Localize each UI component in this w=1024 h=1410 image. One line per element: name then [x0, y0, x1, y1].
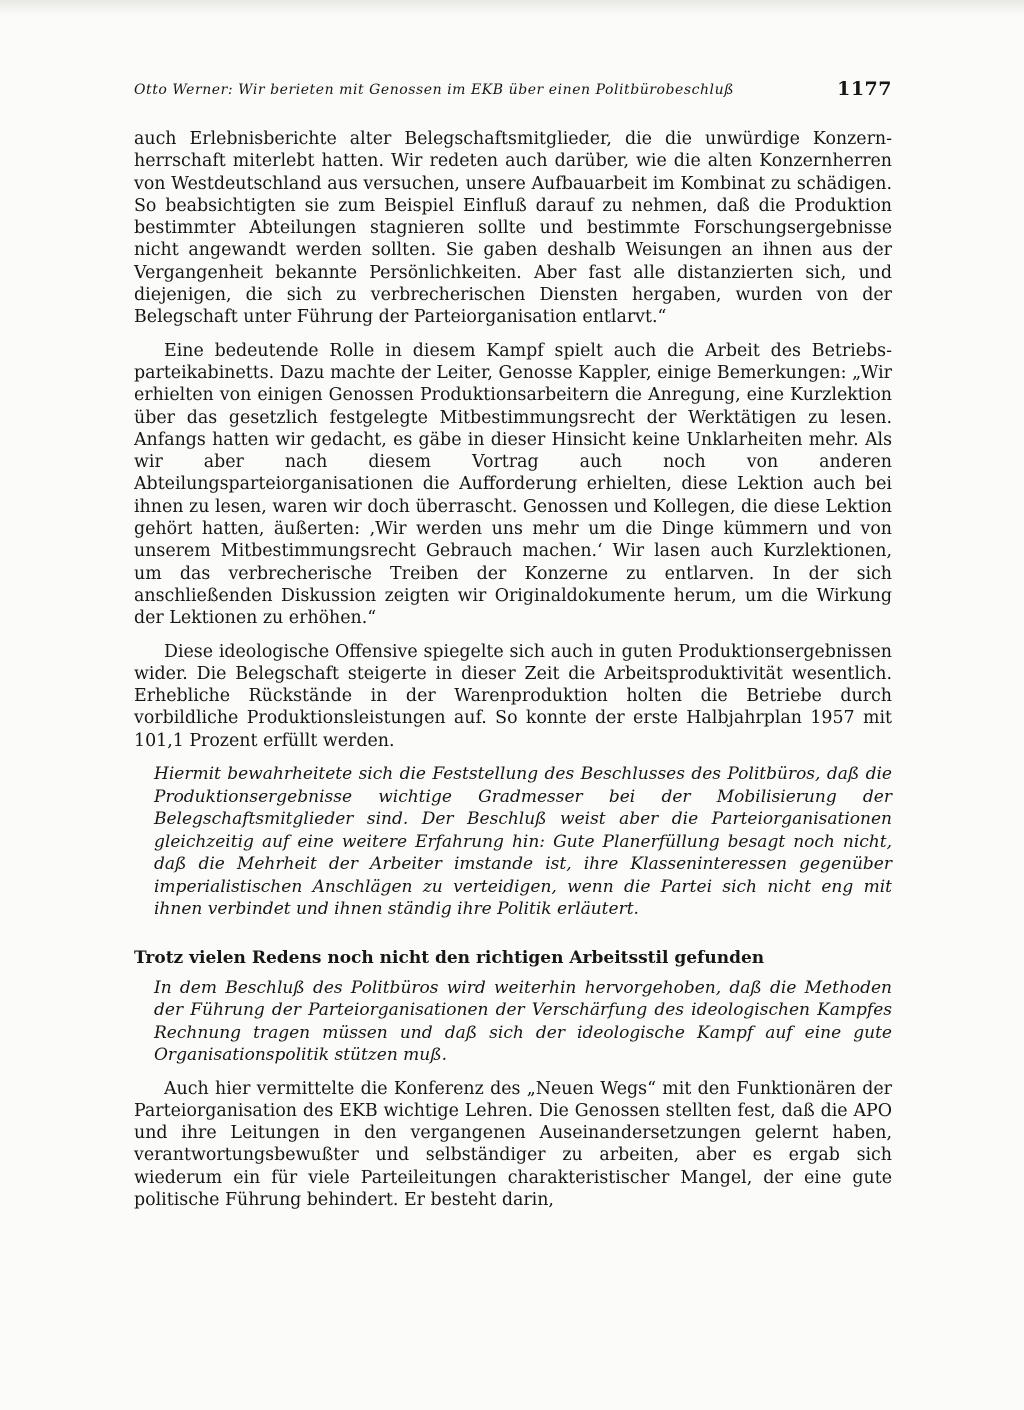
scan-edge-shadow	[0, 0, 1024, 16]
text-column	[134, 128, 892, 1222]
section-heading: Trotz vielen Redens noch nicht den richtigen Arbeitsstil gefunden	[134, 947, 765, 968]
paragraph-continued: auch Erlebnisberichte alter Belegschaftsmitglieder, die die unwürdige Konzernherrschaft miterlebt hatten. Wir redeten auch darüber, wie die alten Konzernherren von Westdeutschland aus versuchen, unsere Aufbauarbeit im Kombinat zu schädigen. So beabsichtigten sie zum Beispiel Einfluß darauf zu nehmen, daß die Produktion bestimmter Abteilungen stagnieren sollte und bestimmte Forschungsergebnisse nicht angewandt werden sollten. Sie gaben deshalb Weisungen an ihnen aus der Vergangenheit bekannte Persönlichkeiten. Aber fast alle distanzierten sich, und diejenigen, die sich zu verbrecherischen Diensten hergaben, wurden von der Belegschaft unter Führung der Parteiorganisation entlarvt.“	[134, 129, 892, 328]
paragraph-offensive: Diese ideologische Offensive spiegelte sich auch in guten Produktionsergebnissen wider. Die Belegschaft steigerte in dieser Zeit die Arbeitsproduktivität wesentlich. Erhebliche Rückstände in der Warenproduktion holten die Betriebe durch vorbildliche Produktionsleistungen auf. So konnte der erste Halbjahrplan 1957 mit 101,1 Prozent erfüllt werden.	[134, 641, 892, 751]
paragraph-betriebsparteikabinett: Eine bedeutende Rolle in diesem Kampf spielt auch die Arbeit des Betriebsparteikabinetts. Dazu machte der Leiter, Genosse Kappler, einige Bemerkungen: „Wir erhielten von einigen Genossen Produktionsarbeitern die Anregung, eine Kurzlektion über das gesetzlich festgelegte Mitbestimmungsrecht der Werktätigen zu lesen. Anfangs hatten wir gedacht, es gäbe in dieser Hinsicht keine Unklarheiten mehr. Als wir aber nach diesem Vortrag auch noch von anderen Abteilungsparteiorganisationen die Aufforderung erhielten, diese Lektion auch bei ihnen zu lesen, waren wir doch überrascht. Genossen und Kollegen, die diese Lektion gehört hatten, äußerten: ‚Wir werden uns mehr um die Dinge kümmern und von unserem Mitbestimmungsrecht Gebrauch machen.‘ Wir lasen auch Kurzlektionen, um das verbrecherische Treiben der Konzerne zu entlarven. In der sich anschließenden Diskussion zeigten wir Originaldokumente herum, um die Wirkung der Lektionen zu erhöhen.“	[134, 340, 892, 629]
running-title: Otto Werner: Wir berieten mit Genossen im EKB über einen Politbürobeschluß	[134, 82, 735, 98]
italic-resolution-quote-1: Hiermit bewahrheitete sich die Feststellung des Beschlusses des Politbüros, daß die Produktionsergebnisse wichtige Gradmesser bei der Mobilisierung der Belegschaftsmitglieder sind. Der Beschluß weist aber die Parteiorganisationen gleichzeitig auf eine weitere Erfahrung hin: Gute Planerfüllung besagt noch nicht, daß die Mehrheit der Arbeiter imstande ist, ihre Klasseninteressen gegenüber imperialistischen Anschlägen zu verteidigen, wenn die Partei sich nicht eng mit ihnen verbindet und ihnen ständig ihre Politik erläutert.	[154, 764, 892, 920]
italic-resolution-quote-2: In dem Beschluß des Politbüros wird weiterhin hervorgehoben, daß die Methoden der Führung der Parteiorganisationen der Verschärfung des ideologischen Kampfes Rechnung tragen müssen und daß sich der ideologische Kampf auf eine gute Organisationspolitik stützen muß.	[154, 977, 892, 1066]
paragraph-conference: Auch hier vermittelte die Konferenz des „Neuen Wegs“ mit den Funktionären der Parteiorganisation des EKB wichtige Lehren. Die Genossen stellten fest, daß die APO und ihre Leitungen in den vergangenen Auseinandersetzungen gelernt haben, verantwortungsbewußter und selbständiger zu arbeiten, aber es ergab sich wiederum ein für viele Parteileitungen charakteristischer Mangel, der eine gute politische Führung behindert. Er besteht darin,	[134, 1078, 892, 1210]
page-number: 1177	[837, 78, 892, 100]
running-header	[134, 78, 892, 104]
